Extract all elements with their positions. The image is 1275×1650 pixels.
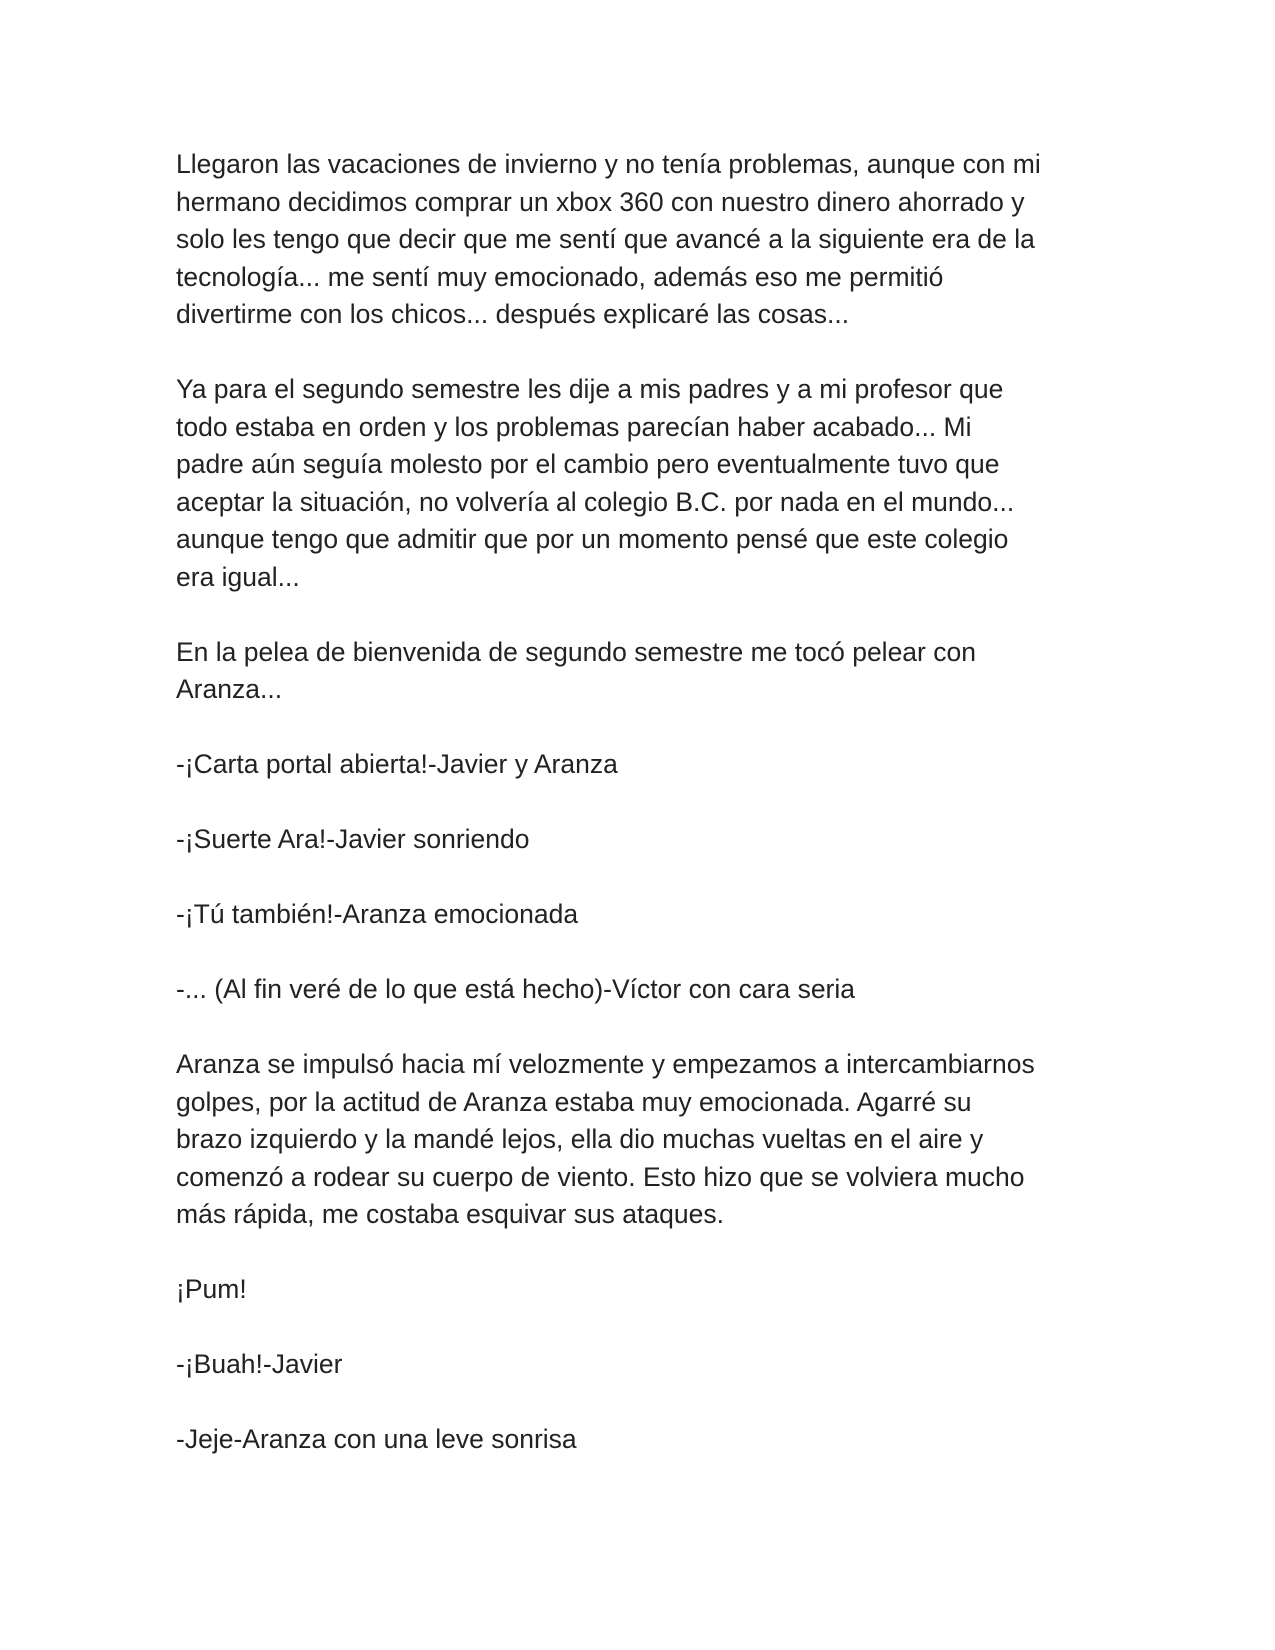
dialogue-victor: -... (Al fin veré de lo que está hecho)-Víctor con cara seria <box>176 974 856 1004</box>
dialogue-jeje: -Jeje-Aranza con una leve sonrisa <box>176 1424 577 1454</box>
paragraph-pelea-bienvenida: En la pelea de bienvenida de segundo semestre me tocó pelear con Aranza... <box>176 636 976 704</box>
paragraph-combate: Aranza se impulsó hacia mí velozmente y empezamos a intercambiarnos golpes, por la actitud de Aranza estaba muy emocionada. Agarré su brazo izquierdo y la mandé lejos, ella dio muchas vueltas en el aire y comenzó a rodear su cuerpo de viento. Esto hizo que se volviera mucho más rápida, me costaba esquivar sus ataques. <box>176 1049 1035 1229</box>
dialogue-tu-tambien: -¡Tú también!-Aranza emocionada <box>176 899 579 929</box>
paragraph-vacaciones: Llegaron las vacaciones de invierno y no tenía problemas, aunque con mi hermano decidimos comprar un xbox 360 con nuestro dinero ahorrado y solo les tengo que decir que me sentí que avancé a la siguiente era de la tecnología... me sentí muy emocionado, además eso me permitió divertirme con los chicos... después explicaré las cosas... <box>176 149 1041 329</box>
dialogue-suerte-ara: -¡Suerte Ara!-Javier sonriendo <box>176 824 530 854</box>
sound-effect-pum: ¡Pum! <box>176 1274 247 1304</box>
document-body <box>176 146 1106 1459</box>
paragraph-segundo-semestre: Ya para el segundo semestre les dije a mis padres y a mi profesor que todo estaba en orden y los problemas parecían haber acabado... Mi padre aún seguía molesto por el cambio pero eventualmente tuvo que aceptar la situación, no volvería al colegio B.C. por nada en el mundo... aunque tengo que admitir que por un momento pensé que este colegio era igual... <box>176 374 1015 592</box>
dialogue-buah: -¡Buah!-Javier <box>176 1349 343 1379</box>
dialogue-carta-portal: -¡Carta portal abierta!-Javier y Aranza <box>176 749 618 779</box>
